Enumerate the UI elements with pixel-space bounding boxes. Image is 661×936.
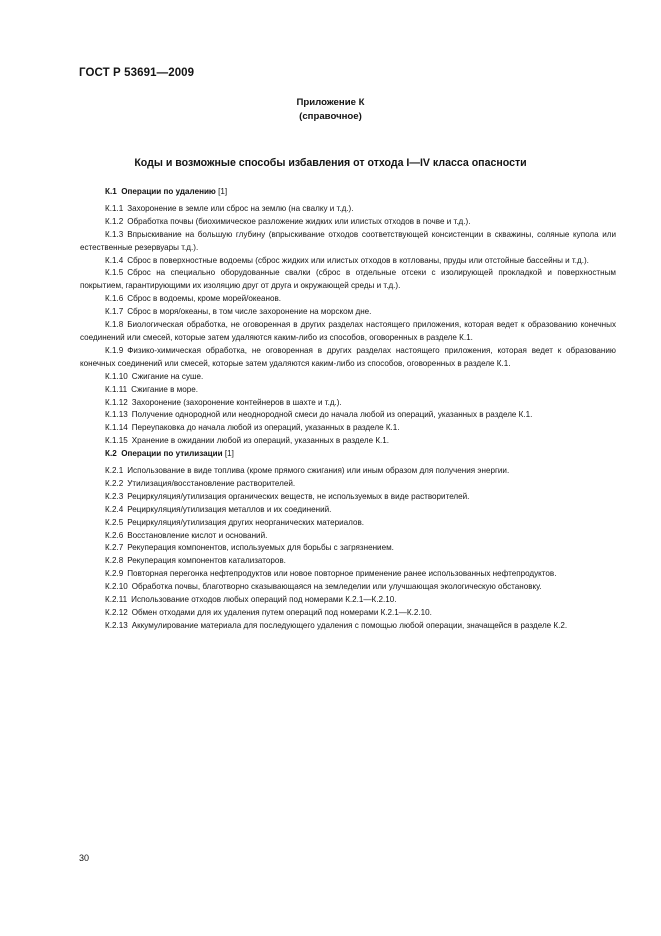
list-item bbox=[80, 555, 616, 568]
list-item bbox=[80, 435, 616, 448]
item-text: Сжигание в море. bbox=[131, 384, 198, 394]
page-number: 30 bbox=[79, 853, 90, 863]
list-item bbox=[80, 465, 616, 478]
item-text: Получение однородной или неоднородной смеси до начала любой из операций, указанных в разделе К.1. bbox=[131, 410, 533, 420]
item-code: К.1.14 bbox=[105, 423, 128, 433]
item-code: К.2.13 bbox=[105, 620, 128, 630]
item-text: Восстановление кислот и оснований. bbox=[127, 530, 268, 540]
list-item bbox=[80, 607, 616, 620]
item-text: Утилизация/восстановление растворителей. bbox=[127, 478, 296, 488]
item-text: Сброс в поверхностные водоемы (сброс жидких или илистых отходов в котлованы, пруды или отстойные бассейны и т.д.). bbox=[127, 255, 589, 265]
list-item bbox=[80, 422, 616, 435]
item-text: Переупаковка до начала любой из операций, указанных в разделе К.1. bbox=[131, 423, 400, 433]
item-code: К.1.9 bbox=[105, 345, 124, 355]
item-text: Рекуперация компонентов катализаторов. bbox=[127, 556, 286, 566]
item-text: Физико-химическая обработка, не оговоренная в других разделах настоящего приложения, которая ведет к образованию конечных соединений или смесей, которые затем удаляются каким-либо из способов, оговоренных в разделе К.1. bbox=[80, 345, 616, 368]
item-code: К.1.5 bbox=[105, 268, 124, 278]
item-code: К.2.11 bbox=[105, 595, 128, 605]
item-code: К.2.3 bbox=[105, 491, 124, 501]
list-item bbox=[80, 542, 616, 555]
main-title: Коды и возможные способы избавления от отхода I—IV класса опасности bbox=[134, 157, 527, 169]
item-text: Сброс в моря/океаны, в том числе захоронение на морском дне. bbox=[127, 307, 372, 317]
item-text: Впрыскивание на большую глубину (впрыскивание отходов соответствующей консистенции в скважины, соляные купола или естественные резервуары т.д.). bbox=[80, 229, 616, 252]
list-item bbox=[80, 620, 616, 633]
section-heading bbox=[80, 448, 616, 461]
list-item bbox=[80, 384, 616, 397]
section-reference: [1] bbox=[224, 449, 234, 459]
item-text: Рециркуляция/утилизация металлов и их соединений. bbox=[127, 504, 332, 514]
list-item bbox=[80, 319, 616, 345]
list-item bbox=[80, 409, 616, 422]
item-text: Использование отходов любых операций под номерами К.2.1—К.2.10. bbox=[131, 595, 397, 605]
item-text: Использование в виде топлива (кроме прямого сжигания) или иным образом для получения энергии. bbox=[127, 466, 510, 476]
section-title: Операции по удалению bbox=[121, 187, 216, 196]
list-item bbox=[80, 306, 616, 319]
item-text: Повторная перегонка нефтепродуктов или новое повторное применение ранее использованных нефтепродуктов. bbox=[127, 569, 557, 579]
item-code: К.1.15 bbox=[105, 436, 128, 446]
item-code: К.1.6 bbox=[105, 294, 124, 304]
item-code: К.1.2 bbox=[105, 216, 124, 226]
document-code: ГОСТ Р 53691—2009 bbox=[79, 67, 195, 79]
item-code: К.2.8 bbox=[105, 556, 124, 566]
annex-note: (справочное) bbox=[299, 111, 362, 122]
annex-heading bbox=[0, 96, 661, 124]
list-item bbox=[80, 345, 616, 371]
section-title: Операции по утилизации bbox=[121, 449, 223, 459]
item-text: Рекуперация компонентов, используемых для борьбы с загрязнением. bbox=[127, 543, 394, 553]
item-code: К.1.8 bbox=[105, 320, 124, 330]
list-item bbox=[80, 504, 616, 517]
document-body bbox=[80, 186, 616, 633]
item-code: К.2.10 bbox=[105, 582, 128, 592]
item-code: К.1.13 bbox=[105, 410, 128, 420]
item-code: К.2.4 bbox=[105, 504, 124, 514]
section-heading bbox=[80, 186, 616, 199]
item-text: Сжигание на суше. bbox=[131, 371, 204, 381]
list-item bbox=[80, 568, 616, 581]
item-code: К.2.12 bbox=[105, 608, 128, 617]
item-text: Захоронение в земле или сброс на землю (на свалку и т.д.). bbox=[127, 203, 354, 213]
list-item bbox=[80, 491, 616, 504]
item-code: К.1.10 bbox=[105, 371, 128, 381]
section-number: К.2 bbox=[105, 449, 117, 459]
list-item bbox=[80, 216, 616, 229]
list-item bbox=[80, 293, 616, 306]
item-code: К.2.2 bbox=[105, 478, 124, 488]
list-item bbox=[80, 517, 616, 530]
item-code: К.1.7 bbox=[105, 307, 124, 317]
item-text: Обмен отходами для их удаления путем операций под номерами К.2.1—К.2.10. bbox=[131, 608, 432, 617]
section-reference: [1] bbox=[218, 187, 228, 196]
annex-title: Приложение К bbox=[296, 97, 365, 108]
item-code: К.1.1 bbox=[105, 203, 124, 213]
list-item bbox=[80, 581, 616, 594]
item-text: Сброс в водоемы, кроме морей/океанов. bbox=[127, 294, 282, 304]
list-item bbox=[80, 371, 616, 384]
section-number: К.1 bbox=[105, 187, 117, 196]
item-code: К.1.4 bbox=[105, 255, 124, 265]
item-code: К.2.7 bbox=[105, 543, 124, 553]
item-text: Рециркуляция/утилизация органических веществ, не используемых в виде растворителей. bbox=[127, 491, 470, 501]
item-code: К.1.3 bbox=[105, 229, 124, 239]
item-text: Рециркуляция/утилизация других неорганических материалов. bbox=[127, 517, 365, 527]
item-text: Биологическая обработка, не оговоренная в других разделах настоящего приложения, которая ведет к образованию конечных соединений или смесей, которые затем удаляются каким-либо из способов, оговоренных в разделе К.1. bbox=[80, 320, 616, 342]
item-code: К.1.12 bbox=[105, 397, 128, 407]
item-text: Аккумулирование материала для последующего удаления с помощью любой операции, значащейся в разделе К.2. bbox=[131, 620, 568, 630]
list-item bbox=[80, 594, 616, 607]
item-text: Сброс на специально оборудованные свалки (сброс в отдельные отсеки с изолирующей прокладкой и поверхностным покрытием, гарантирующими их изоляцию друг от друга и окружающей среды и т.д.). bbox=[80, 268, 616, 291]
item-code: К.2.9 bbox=[105, 569, 124, 579]
item-text: Обработка почвы, благотворно сказывающаяся на земледелии или улучшающая экологическую обстановку. bbox=[131, 582, 542, 592]
list-item bbox=[80, 229, 616, 255]
item-code: К.2.5 bbox=[105, 517, 124, 527]
list-item bbox=[80, 203, 616, 216]
list-item bbox=[80, 267, 616, 293]
item-text: Обработка почвы (биохимическое разложение жидких или илистых отходов в почве и т.д.). bbox=[127, 216, 471, 226]
item-code: К.2.1 bbox=[105, 466, 124, 476]
list-item bbox=[80, 397, 616, 410]
list-item bbox=[80, 478, 616, 491]
list-item bbox=[80, 255, 616, 268]
item-text: Захоронение (захоронение контейнеров в шахте и т.д.). bbox=[131, 397, 342, 407]
item-text: Хранение в ожидании любой из операций, указанных в разделе К.1. bbox=[131, 436, 390, 446]
item-code: К.1.11 bbox=[105, 384, 128, 394]
list-item bbox=[80, 530, 616, 543]
item-code: К.2.6 bbox=[105, 530, 124, 540]
